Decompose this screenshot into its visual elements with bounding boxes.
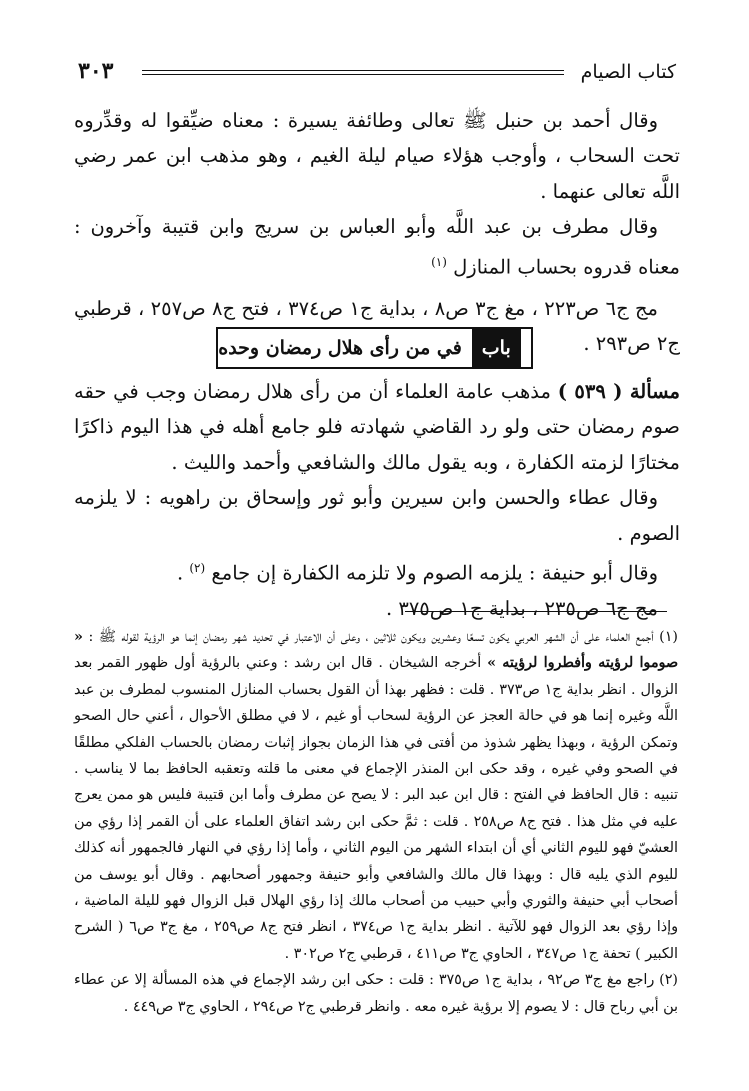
- paragraph-mutarrif-text: وقال مطرف بن عبد اللَّه وأبو العباس بن سريج وابن قتيبة وآخرون : معناه قدروه بحساب المنازل: [74, 215, 680, 279]
- paragraph-mutarrif: [74, 209, 680, 284]
- chapter-heading-box: [216, 327, 533, 369]
- footnote-1-text-a: أجمع العلماء على أن الشهر العربي يكون تسعًا وعشرين ويكون ثلاثين ، وعلى أن الاعتبار في تحديد شهر رمضان إنما هو الرؤية لقوله ﷺ :: [88, 629, 654, 645]
- issue-text: مذهب عامة العلماء أن من رأى هلال رمضان وجب في حقه صوم رمضان حتى ولو رد القاضي شهادته فلو جامع أهله في هذا اليوم ذاكرًا مختارًا لزمته الكفارة ، وبه يقول مالك والشافعي وأحمد والليث .: [74, 380, 680, 474]
- footnote-1-number: (١): [659, 629, 678, 645]
- footnote-ref-2: (٢): [189, 561, 206, 576]
- footnote-2-number: (٢): [659, 972, 678, 989]
- running-header: [78, 58, 676, 92]
- paragraph-ata: وقال عطاء والحسن وابن سيرين وأبو ثور وإسحاق بن راهويه : لا يلزمه الصوم .: [74, 486, 680, 545]
- chapter-tag: باب: [472, 329, 521, 367]
- chapter-heading: [0, 327, 749, 369]
- footnotes: [74, 624, 678, 1020]
- paragraph-abu-hanifa: وقال أبو حنيفة : يلزمه الصوم ولا تلزمه الكفارة إن جامع $^{(٢)}$ .: [176, 561, 658, 585]
- references-paragraph-1: مج ج٦ ص٢٢٣ ، مغ ج٣ ص٨ ، بداية ج١ ص٣٧٤ ، فتح ج٨ ص٢٥٧ ، قرطبي ج٢ ص٢٩٣ .: [74, 296, 680, 355]
- header-rule-thick: [142, 70, 564, 71]
- footnote-1-hadith: « صوموا لرؤيته وأفطروا لرؤيته »: [74, 629, 679, 672]
- footnote-2: [74, 967, 678, 1020]
- issue-label: مسألة ( ٥٣٩ ): [557, 380, 681, 403]
- footnote-ref-1: (١): [431, 254, 447, 269]
- footnote-separator: [405, 611, 667, 612]
- paragraph-ahmad: وقال أحمد بن حنبل ﷺ تعالى وطائفة يسيرة : معناه ضيِّقوا له وقدِّروه تحت السحاب ، وأوجب هؤلاء صيام ليلة الغيم ، وهو مذهب ابن عمر رضي اللَّه تعالى عنهما .: [74, 109, 680, 203]
- chapter-title: في من رأى هلال رمضان وحده: [218, 337, 462, 359]
- section-issue-539: [74, 374, 680, 626]
- page-number: ٣٠٣: [78, 58, 114, 84]
- paragraph-abu-hanifa-text: وقال أبو حنيفة : يلزمه الصوم ولا تلزمه الكفارة إن جامع: [211, 561, 658, 585]
- section-intro: [74, 103, 680, 361]
- header-rule-thin: [142, 74, 564, 75]
- issue-paragraph: [74, 374, 680, 480]
- footnote-2-text: راجع مغ ج٣ ص٩٢ ، بداية ج١ ص٣٧٥ : قلت : حكى ابن رشد الإجماع في هذه المسألة إلا عن عطاء بن أبي رباح قال : لا يصوم إلا برؤية غيره معه . وانظر قرطبي ج٢ ص٢٩٤ ، الحاوي ج٣ ص٤٤٩ .: [74, 972, 678, 1015]
- chapter-running-title: كتاب الصيام: [580, 61, 676, 83]
- footnote-1-text-b: أخرجه الشيخان . قال ابن رشد : وعني بالرؤية أول ظهور القمر بعد الزوال . انظر بداية ج١ ص٣٧٣ . قلت : فظهر بهذا أن القول بحساب المنازل المنسوب لمطرف بن عبد اللَّه وغيره إنما هو في حالة العجز عن الرؤية لسحاب أو غيم ، لا في مطلق الأحوال ، أعني حال الصحو وتمكن الرؤية ، وبهذا يظهر شذوذ من أفتى في هذا الزمان بجواز إثبات رمضان بالحساب الفلكي مطلقًا في الصحو وفي غيره ، وقد حكى ابن المنذر الإجماع في معنى ما قلته وتعقبه الحافظ بما لا يناسب . تنبيه : قال الحافظ في الفتح : قال ابن عبد البر : لا يصح عن مطرف وأما ابن قتيبة فليس هو ممن يعرج عليه في مثل هذا . فتح ج٨ ص٢٥٨ . قلت : ثمَّ حكى ابن رشد اتفاق العلماء على أن القمر إذا رؤي من العشيّ فهو لليوم الثاني أي أن ابتداء الشهر من اليوم الثاني ، وأما إذا رؤي في النهار فالجمهور أنه كذلك لليوم الذي يليه قال : وبهذا قال مالك والشافعي وأبو حنيفة وجمهور أصحابهم . وقال أبو يوسف من أصحاب أبي حنيفة والثوري وأبي حبيب من أصحاب مالك إذا رؤي الهلال قبل الزوال فهو لليلة الماضية ، وإذا رؤي بعد الزوال فهو للآتية . انظر بداية ج١ ص٣٧٤ ، انظر فتح ج٨ ص٢٥٩ ، مغ ج٣ ص٦ ( الشرح الكبير ) تحفة ج١ ص٣٤٧ ، الحاوي ج٣ ص٤١١ ، قرطبي ج٢ ص٣٠٢ .: [74, 655, 679, 962]
- footnote-1: [74, 624, 678, 967]
- references-paragraph-2: مج ج٦ ص٢٣٥ ، بداية ج١ ص٣٧٥ .: [385, 596, 658, 620]
